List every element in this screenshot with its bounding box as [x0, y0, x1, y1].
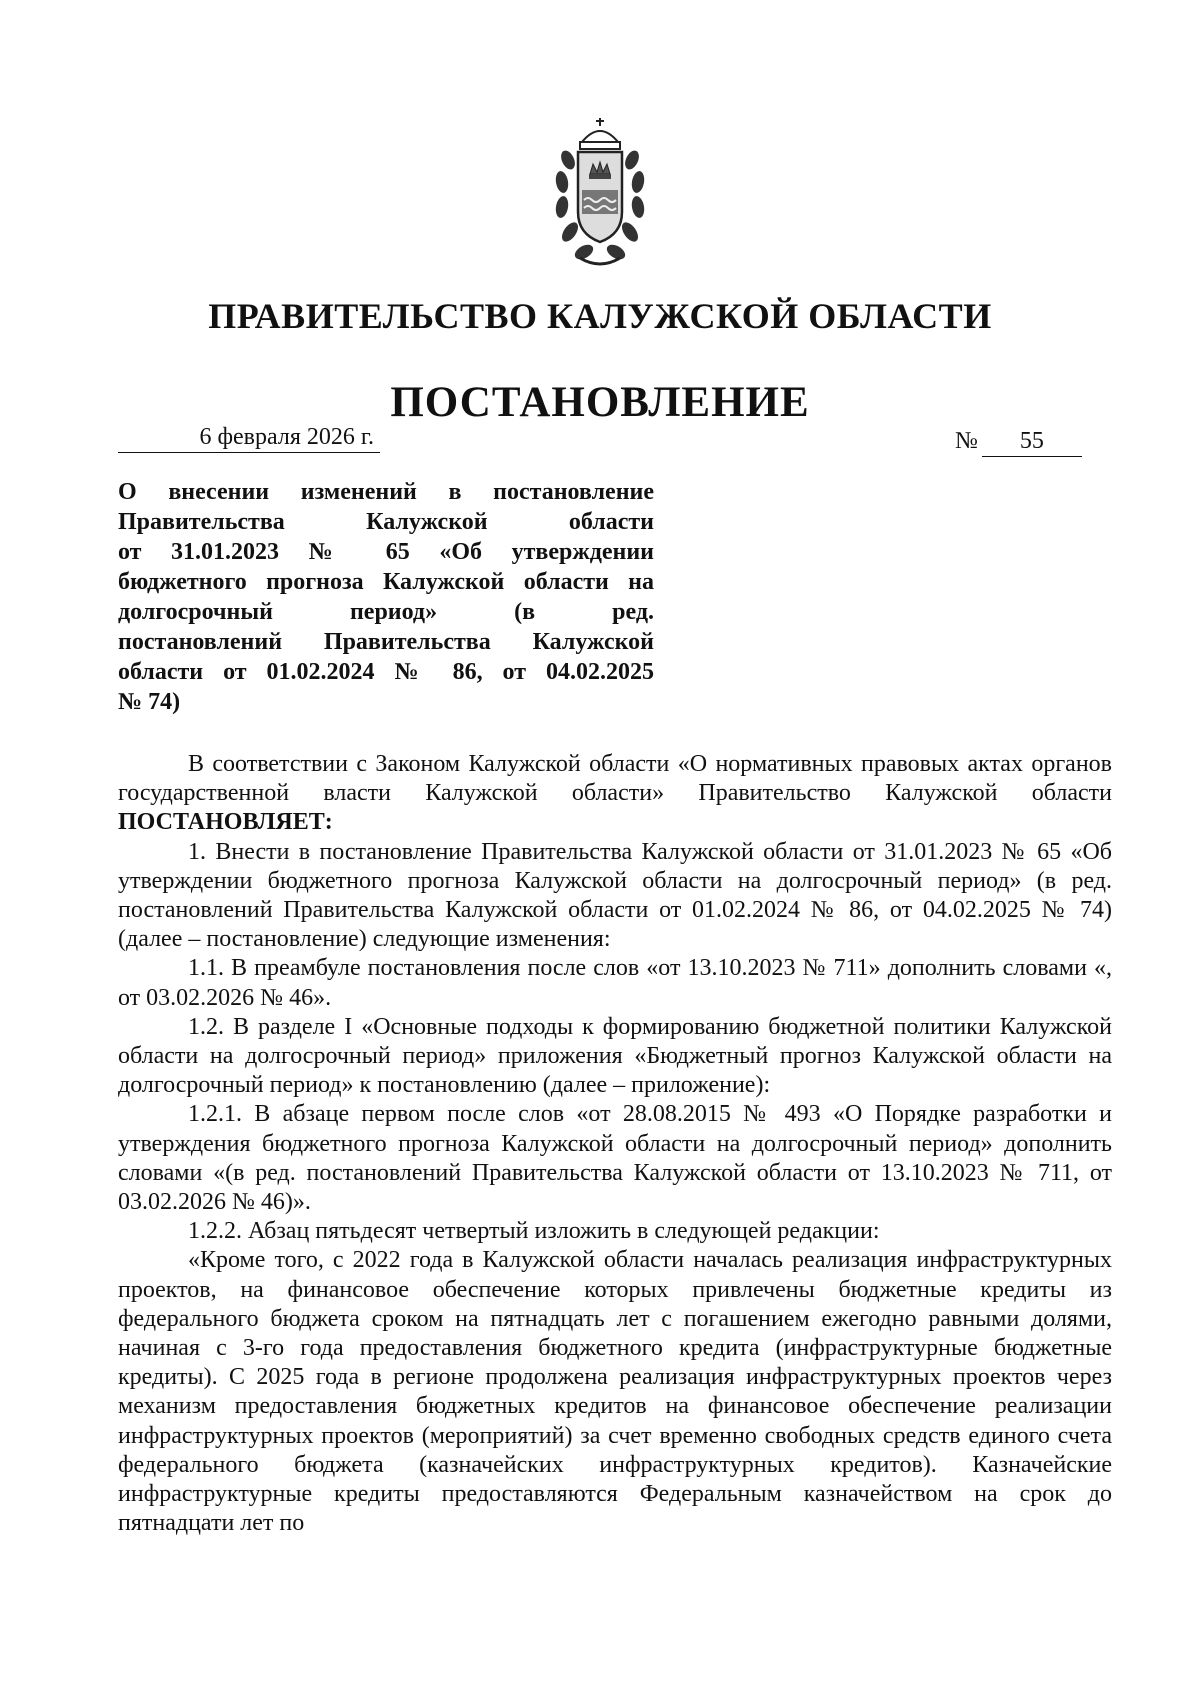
number-label: №	[955, 428, 978, 454]
government-title: ПРАВИТЕЛЬСТВО КАЛУЖСКОЙ ОБЛАСТИ	[208, 296, 992, 336]
subject-line: Правительства Калужской области	[118, 509, 654, 535]
paragraph-1-2-1: 1.2.1. В абзаце первом после слов «от 28.08.2015 № 493 «О Порядке разработки и утверждения бюджетного прогноза Калужской области на долгосрочный период» дополнить словами «(в ред. постановлений Правительства Калужской области от 13.10.2023 № 711, от 03.02.2026 № 46)».	[118, 1101, 1112, 1216]
subject-line: области от 01.02.2024 № 86, от 04.02.2025	[118, 659, 654, 685]
paragraph-preamble	[118, 750, 1112, 838]
resolves-keyword: ПОСТАНОВЛЯЕТ:	[118, 809, 333, 836]
preamble-text: В соответствии с Законом Калужской области «О нормативных правовых актах органов государственной власти Калужской области» Правительство Калужской области	[118, 751, 1112, 807]
subject-line: постановлений Правительства Калужской	[118, 629, 654, 655]
paragraph-quote: «Кроме того, с 2022 года в Калужской области началась реализация инфраструктурных проектов, на финансовое обеспечение которых привлечены бюджетные кредиты из федерального бюджета сроком на пятнадцать лет с погашением ежегодно равными долями, начиная с 3-го года предоставления бюджетного кредита (инфраструктурные бюджетные кредиты). С 2025 года в регионе продолжена реализация инфраструктурных проектов через механизм предоставления бюджетных кредитов на финансовое обеспечение реализации инфраструктурных проектов (мероприятий) за счет временно свободных средств единого счета федерального бюджета (казначейских инфраструктурных кредитов). Казначейские инфраструктурные кредиты предоставляются Федеральным казначейством на срок до пятнадцати лет по	[118, 1247, 1112, 1537]
document-body	[118, 750, 1112, 1538]
paragraph-1: 1. Внести в постановление Правительства Калужской области от 31.01.2023 № 65 «Об утверждении бюджетного прогноза Калужской области на долгосрочный период» (в ред. постановлений Правительства Калужской области от 01.02.2024 № 86, от 04.02.2025 № 74) (далее – постановление) следующие изменения:	[118, 838, 1112, 953]
paragraph-1-1: 1.1. В преамбуле постановления после слов «от 13.10.2023 № 711» дополнить словами «, от 03.02.2026 № 46».	[118, 955, 1112, 1011]
document-type: ПОСТАНОВЛЕНИЕ	[390, 379, 810, 426]
document-subject	[118, 477, 654, 717]
paragraph-1-2-2: 1.2.2. Абзац пятьдесят четвертый изложить в следующей редакции:	[188, 1218, 880, 1245]
subject-line: № 74)	[118, 689, 181, 715]
subject-line: бюджетного прогноза Калужской области на	[118, 569, 654, 595]
subject-line: О внесении изменений в постановление	[118, 479, 654, 505]
coat-of-arms-icon	[540, 112, 660, 272]
subject-line: от 31.01.2023 № 65 «Об утверждении	[118, 539, 654, 565]
subject-line: долгосрочный период» (в ред.	[118, 599, 654, 625]
document-date: 6 февраля 2026 г.	[118, 422, 380, 453]
document-number	[955, 426, 1082, 457]
paragraph-1-2: 1.2. В разделе I «Основные подходы к формированию бюджетной политики Калужской области на долгосрочный период» приложения «Бюджетный прогноз Калужской области на долгосрочный период» к постановлению (далее – приложение):	[118, 1013, 1112, 1099]
number-value: 55	[982, 426, 1082, 457]
